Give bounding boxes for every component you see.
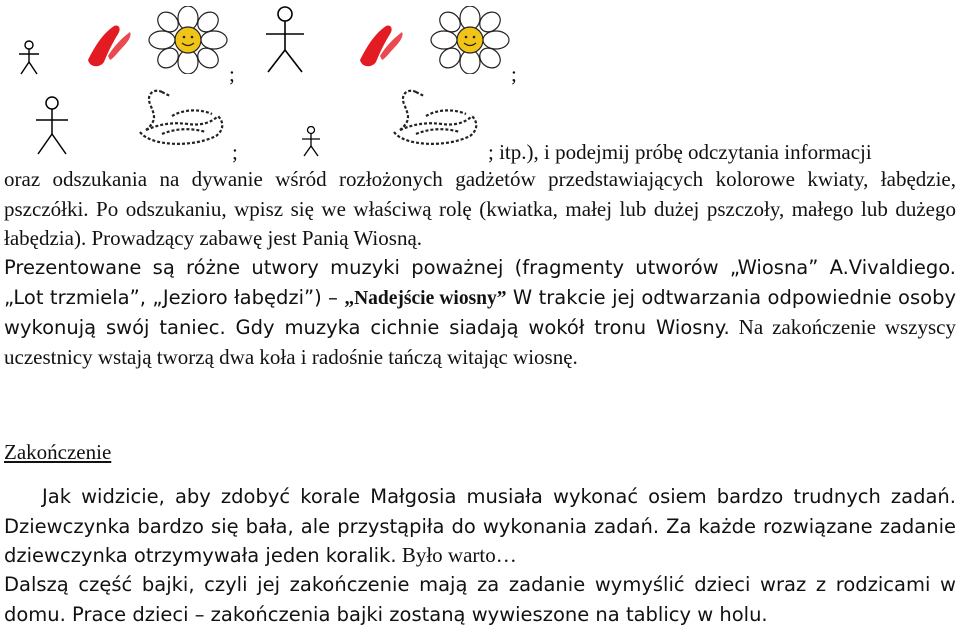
section-heading: Zakończenie: [4, 440, 112, 464]
music-rest-text: W trakcie jej odtwarzania odpowiednie osoby wykonują swój taniec. Gdy muzyka cichnie siadają wokół tronu Wiosny.: [4, 285, 957, 339]
conclusion-tail: Było warto…: [396, 543, 517, 567]
swan-icon: [386, 86, 484, 150]
row1-separator-1: ;: [229, 62, 235, 86]
ending-text: Na zakończenie wszyscy uczestnicy wstają tworzą dwa koła i radośnie tańczą witając wiosnę.: [4, 315, 956, 369]
stick-figure-icon: [298, 126, 324, 158]
music-intro-text: Prezentowane są różne utwory muzyki poważnej (fragmenty utworów „Wiosna” A.Vivaldiego. „Lot trzmiela”, „Jezioro łabędzi”) –: [4, 256, 956, 309]
conclusion-paragraph-2: Dalszą część bajki, czyli jej zakończenie mają za zadanie wymyślić dzieci wraz z rodzicami w domu. Prace dzieci – zakończenia bajki zostaną wywieszone na tablicy w holu.: [4, 573, 956, 626]
stick-figure-icon: [16, 40, 42, 76]
swan-icon: [132, 86, 230, 150]
conclusion-text: Jak widzicie, aby zdobyć korale Małgosia musiała wykonać osiem bardzo trudnych zadań. Dziewczynka bardzo się bała, ale przystąpiła do wykonania zadań. Za każde rozwiązane zadanie dziewczynka otrzymywała jeden koralik.: [4, 485, 956, 567]
red-brush-stroke-icon: [84, 20, 134, 70]
row1-separator-2: ;: [511, 62, 517, 86]
conclusion-paragraph-1: [4, 482, 956, 571]
row2-separator-1: ;: [232, 140, 238, 164]
instructions-paragraph-2: [4, 253, 956, 372]
instructions-paragraph-1: [4, 165, 956, 254]
row2-tail-text: ; itp.), i podejmij próbę odczytania informacji: [488, 140, 872, 164]
stick-figure-icon: [32, 96, 72, 156]
music-title-bold: „Nadejście wiosny”: [344, 287, 507, 309]
red-brush-stroke-icon: [356, 20, 406, 70]
instructions-text: oraz odszukania na dywanie wśród rozłożonych gadżetów przedstawiających kolorowe kwiaty, łabędzie, pszczółki. Po odszukaniu, wpisz się we właściwą rolę (kwiatka, małej lub dużej pszczoły, małego lub dużego łabędzia). Prowadzący zabawę jest Panią Wiosną.: [4, 167, 956, 250]
daisy-flower-icon: [430, 6, 510, 74]
stick-figure-icon: [262, 6, 308, 74]
daisy-flower-icon: [148, 6, 228, 74]
